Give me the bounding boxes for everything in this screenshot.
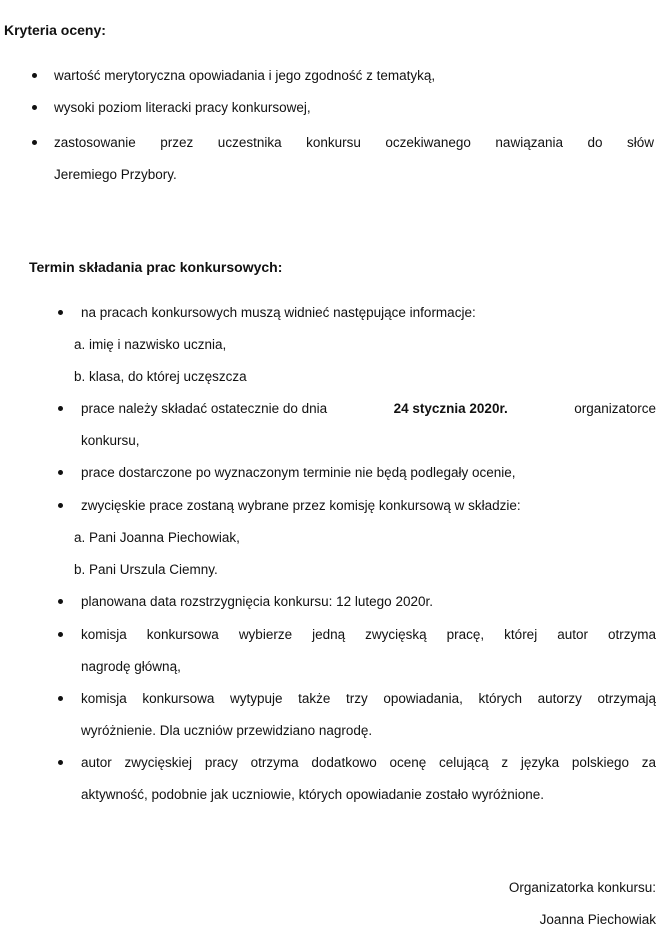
criteria-item-2: wysoki poziom literacki pracy konkursowej, [54,100,311,115]
criteria-item-3-cont: Jeremiego Przybory. [54,167,177,182]
signature-role: Organizatorka konkursu: [508,880,656,895]
bullet-icon [32,73,37,78]
signature-name: Joanna Piechowiak [539,912,656,927]
committee-item: zwycięskie prace zostaną wybrane przez komisję konkursową w składzie: [81,498,521,513]
committee-sub-b: b. Pani Urszula Ciemny. [74,562,218,577]
deadline-item [81,401,656,416]
bullet-icon [58,696,63,701]
criteria-item-1: wartość merytoryczna opowiadania i jego zgodność z tematyką, [54,68,436,83]
criteria-item-3: zastosowanie przez uczestnika konkursu oczekiwanego nawiązania do słów [54,135,654,150]
resolution-item: planowana data rozstrzygnięcia konkursu: 12 lutego 2020r. [81,594,433,609]
grade-cont: aktywność, podobnie jak uczniowie, których opowiadanie zostało wyróżnione. [81,787,545,802]
late-item: prace dostarczone po wyznaczonym terminie nie będą podlegały ocenie, [81,465,516,480]
info-sub-a: a. imię i nazwisko ucznia, [74,337,227,352]
bullet-icon [58,599,63,604]
deadline-date: 24 stycznia 2020r. [393,401,508,416]
info-item: na pracach konkursowych muszą widnieć następujące informacje: [81,305,476,320]
info-sub-b: b. klasa, do której uczęszcza [74,369,247,384]
bullet-icon [58,760,63,765]
grade-item: autor zwycięskiej pracy otrzyma dodatkowo ocenę celującą z języka polskiego za [81,755,656,770]
bullet-icon [32,105,37,110]
distinction-cont: wyróżnienie. Dla uczniów przewidziano nagrodę. [81,723,373,738]
bullet-icon [58,470,63,475]
bullet-icon [32,140,37,145]
deadline-post: organizatorce [574,401,656,416]
terms-heading: Termin składania prac konkursowych: [29,259,283,275]
criteria-heading: Kryteria oceny: [4,22,106,38]
distinction-item: komisja konkursowa wytypuje także trzy opowiadania, których autorzy otrzymają [81,691,656,706]
bullet-icon [58,632,63,637]
main-prize-item: komisja konkursowa wybierze jedną zwycięską pracę, której autor otrzyma [81,627,656,642]
committee-sub-a: a. Pani Joanna Piechowiak, [74,530,240,545]
bullet-icon [58,503,63,508]
deadline-cont: konkursu, [81,433,140,448]
bullet-icon [58,406,63,411]
bullet-icon [58,310,63,315]
deadline-pre: prace należy składać ostatecznie do dnia [81,401,328,416]
main-prize-cont: nagrodę główną, [81,659,181,674]
